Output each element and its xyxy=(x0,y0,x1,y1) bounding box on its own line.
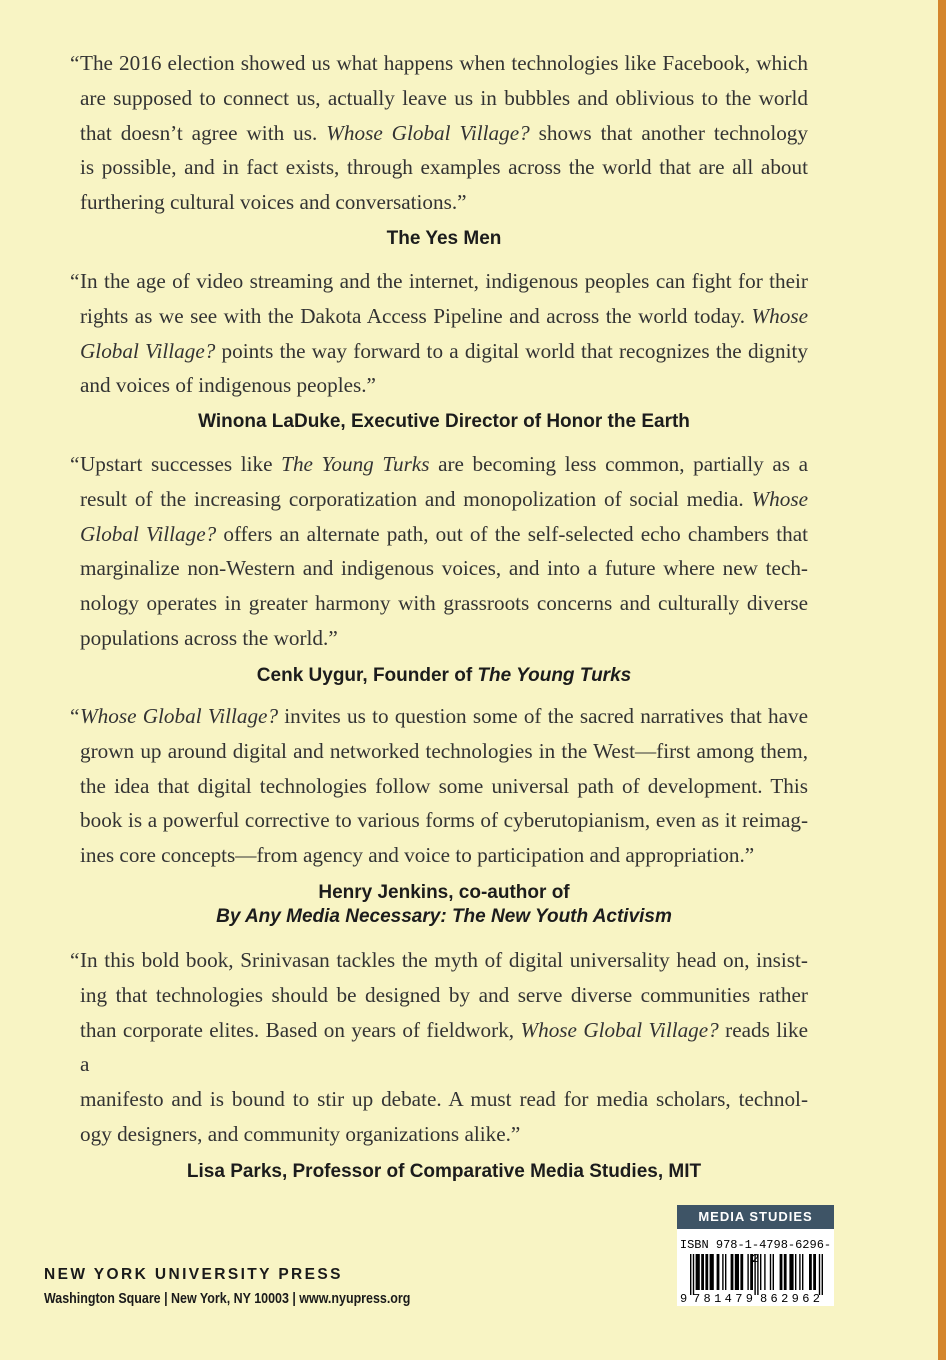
blurb-quote xyxy=(70,447,808,656)
barcode-bar xyxy=(705,1254,708,1290)
text-run: offers an alternate path, out of the self-selected echo chambers that xyxy=(216,521,808,546)
barcode-graphic xyxy=(677,1229,834,1306)
barcode-bar xyxy=(802,1254,803,1290)
quote-line xyxy=(80,551,808,586)
text-run: result of the increasing corporatization and monopolization of social media. xyxy=(80,486,752,511)
quote-line xyxy=(80,586,808,621)
open-quote-mark: “ xyxy=(70,704,80,728)
quote-line xyxy=(80,621,808,656)
blurb-attribution xyxy=(0,227,888,251)
text-run: grown up around digital and networked technologies in the West—first among them, xyxy=(80,738,808,763)
open-quote-mark: “ xyxy=(70,948,80,972)
barcode-bar xyxy=(690,1254,691,1295)
text-run: reads like a xyxy=(80,1017,809,1077)
quote-line xyxy=(70,264,808,299)
text-run: invites us to question some of the sacred narratives that have xyxy=(278,704,808,728)
spine-edge-stripe xyxy=(938,0,946,1360)
blurb-5 xyxy=(70,943,809,1184)
quote-line xyxy=(80,1117,808,1152)
text-run: points the way forward to a digital world that recognizes the dignity xyxy=(215,338,808,363)
attribution-line xyxy=(0,905,888,929)
text-run: marginalize non-Western and indigenous voices, and into a future where new tech- xyxy=(80,556,808,581)
blurb-2 xyxy=(70,264,808,434)
text-run: The 2016 election showed us what happens when technologies like Facebook, which xyxy=(80,51,808,75)
quote-line xyxy=(70,699,808,734)
italic-title: By Any Media Necessary: The New Youth Activism xyxy=(216,905,672,927)
quote-line xyxy=(70,447,808,482)
text-run: rights as we see with the Dakota Access Pipeline and across the world today. xyxy=(80,303,752,328)
publisher-address: Washington Square | New York, NY 10003 | www.nyupress.org xyxy=(44,1291,411,1307)
quote-line xyxy=(80,185,808,220)
text-run: and voices of indigenous peoples.” xyxy=(80,373,376,398)
quote-line xyxy=(80,116,808,151)
barcode-bar xyxy=(747,1254,748,1290)
text-run: Lisa Parks, Professor of Comparative Media Studies, MIT xyxy=(186,1160,702,1182)
text-run: The Yes Men xyxy=(386,227,502,249)
text-run: shows that another technology xyxy=(529,120,808,145)
quote-line xyxy=(80,734,808,769)
barcode-bar xyxy=(764,1254,765,1290)
text-run: In this bold book, Srinivasan tackles the myth of digital universality head on, insist- xyxy=(80,948,808,972)
text-run: than corporate elites. Based on years of fieldwork, xyxy=(80,1017,521,1042)
blurb-3 xyxy=(70,447,808,688)
barcode-left-digits: 781479 xyxy=(693,1292,753,1306)
text-run: is possible, and in fact exists, through examples across the world that are all about xyxy=(80,155,808,180)
text-run: the idea that digital technologies follow some universal path of development. This xyxy=(80,773,808,798)
barcode-bar xyxy=(822,1254,823,1295)
blurb-attribution xyxy=(0,881,888,929)
text-run: ines core concepts—from agency and voice to participation and appropriation.” xyxy=(80,843,755,868)
isbn-barcode xyxy=(677,1229,834,1306)
quote-line xyxy=(80,368,808,403)
barcode-right-digits: 862962 xyxy=(760,1292,820,1306)
quote-line xyxy=(80,150,808,185)
quote-line xyxy=(80,838,808,873)
attribution-line xyxy=(0,1160,888,1184)
text-run: book is a powerful corrective to various forms of cyberutopianism, even as it reimag- xyxy=(80,808,808,833)
barcode-bar xyxy=(770,1254,771,1290)
blurb-1 xyxy=(70,46,808,251)
quote-line xyxy=(80,81,808,116)
text-run: ing that technologies should be designed by and serve diverse communities rather xyxy=(80,982,808,1007)
text-run: populations across the world.” xyxy=(80,625,338,650)
text-run: Winona LaDuke, Executive Director of Honor the Earth xyxy=(198,411,690,433)
barcode-bar xyxy=(799,1254,800,1290)
blurb-quote xyxy=(70,46,808,220)
text-run: Henry Jenkins, co-author of xyxy=(318,881,570,903)
quote-line xyxy=(80,299,808,334)
barcode-bar xyxy=(780,1254,783,1290)
attribution-line xyxy=(0,881,888,905)
barcode-bars xyxy=(690,1254,823,1295)
subject-category-label: MEDIA STUDIES xyxy=(677,1205,834,1229)
barcode-bar xyxy=(773,1254,774,1290)
open-quote-mark: “ xyxy=(70,269,80,293)
publisher-imprint xyxy=(44,1266,470,1307)
quote-line xyxy=(80,1013,808,1083)
quote-line xyxy=(80,769,808,804)
barcode-bar xyxy=(809,1254,812,1290)
text-run: nology operates in greater harmony with grassroots concerns and culturally diverse xyxy=(80,591,808,616)
barcode-lead-digit: 9 xyxy=(680,1292,688,1306)
barcode-bar xyxy=(754,1254,755,1295)
italic-title: The Young Turks xyxy=(477,664,632,686)
blurb-quote xyxy=(70,943,809,1152)
barcode-bar xyxy=(740,1254,743,1290)
italic-title: Global Village? xyxy=(80,338,216,363)
quote-line xyxy=(70,943,808,978)
barcode-bar xyxy=(760,1254,761,1290)
blurb-attribution xyxy=(0,410,888,434)
quote-line xyxy=(80,334,808,369)
barcode-bar xyxy=(710,1254,714,1290)
quote-line xyxy=(80,517,808,552)
quote-line xyxy=(80,803,808,838)
barcode-bar xyxy=(696,1254,700,1290)
barcode-bar xyxy=(750,1254,753,1290)
text-run: In the age of video streaming and the internet, indigenous peoples can fight for their xyxy=(80,269,808,293)
barcode-bar xyxy=(717,1254,720,1290)
attribution-line xyxy=(0,664,888,688)
text-run: ogy designers, and community organizations alike.” xyxy=(80,1121,521,1146)
barcode-bar xyxy=(735,1254,739,1290)
blurb-attribution xyxy=(0,1160,888,1184)
barcode-bar xyxy=(725,1254,726,1290)
barcode-bar xyxy=(819,1254,820,1295)
italic-title: Whose Global Village? xyxy=(80,704,279,728)
barcode-bar xyxy=(722,1254,723,1290)
text-run: are supposed to connect us, actually leave us in bubbles and oblivious to the world xyxy=(80,85,808,110)
barcode-bar xyxy=(693,1254,694,1295)
blurb-attribution xyxy=(0,664,888,688)
quote-line xyxy=(80,482,808,517)
barcode-bar xyxy=(784,1254,787,1290)
text-run: manifesto and is bound to stir up debate. A must read for media scholars, technol- xyxy=(80,1087,808,1112)
attribution-line xyxy=(0,227,888,251)
attribution-line xyxy=(0,410,888,434)
publisher-name: NEW YORK UNIVERSITY PRESS xyxy=(44,1266,343,1283)
isbn-label: ISBN 978-1-4798-6296- xyxy=(679,1238,832,1252)
barcode-bar xyxy=(795,1254,796,1290)
text-run: that doesn’t agree with us. xyxy=(80,120,327,145)
text-run: are becoming less common, partially as a xyxy=(429,452,808,476)
blurb-4 xyxy=(70,699,808,929)
barcode-bar xyxy=(789,1254,793,1290)
quote-line xyxy=(70,46,808,81)
blurb-quote xyxy=(70,699,808,873)
barcode-bar xyxy=(701,1254,704,1290)
open-quote-mark: “ xyxy=(70,51,80,75)
quote-line xyxy=(80,1082,808,1117)
italic-title: The Young Turks xyxy=(281,452,430,476)
blurb-quote xyxy=(70,264,808,403)
barcode-bar xyxy=(757,1254,758,1295)
italic-title: Whose Global Village? xyxy=(520,1017,719,1042)
open-quote-mark: “ xyxy=(70,452,80,476)
barcode-bar xyxy=(731,1254,734,1290)
italic-title: Global Village? xyxy=(80,521,217,546)
text-run: furthering cultural voices and conversations.” xyxy=(80,190,467,215)
quote-line xyxy=(80,978,808,1013)
italic-title: Whose xyxy=(751,303,808,328)
text-run: Upstart successes like xyxy=(80,452,282,476)
italic-title: Whose Global Village? xyxy=(326,120,530,145)
text-run: Cenk Uygur, Founder of xyxy=(256,664,478,686)
italic-title: Whose xyxy=(751,486,808,511)
barcode-bar xyxy=(813,1254,816,1290)
